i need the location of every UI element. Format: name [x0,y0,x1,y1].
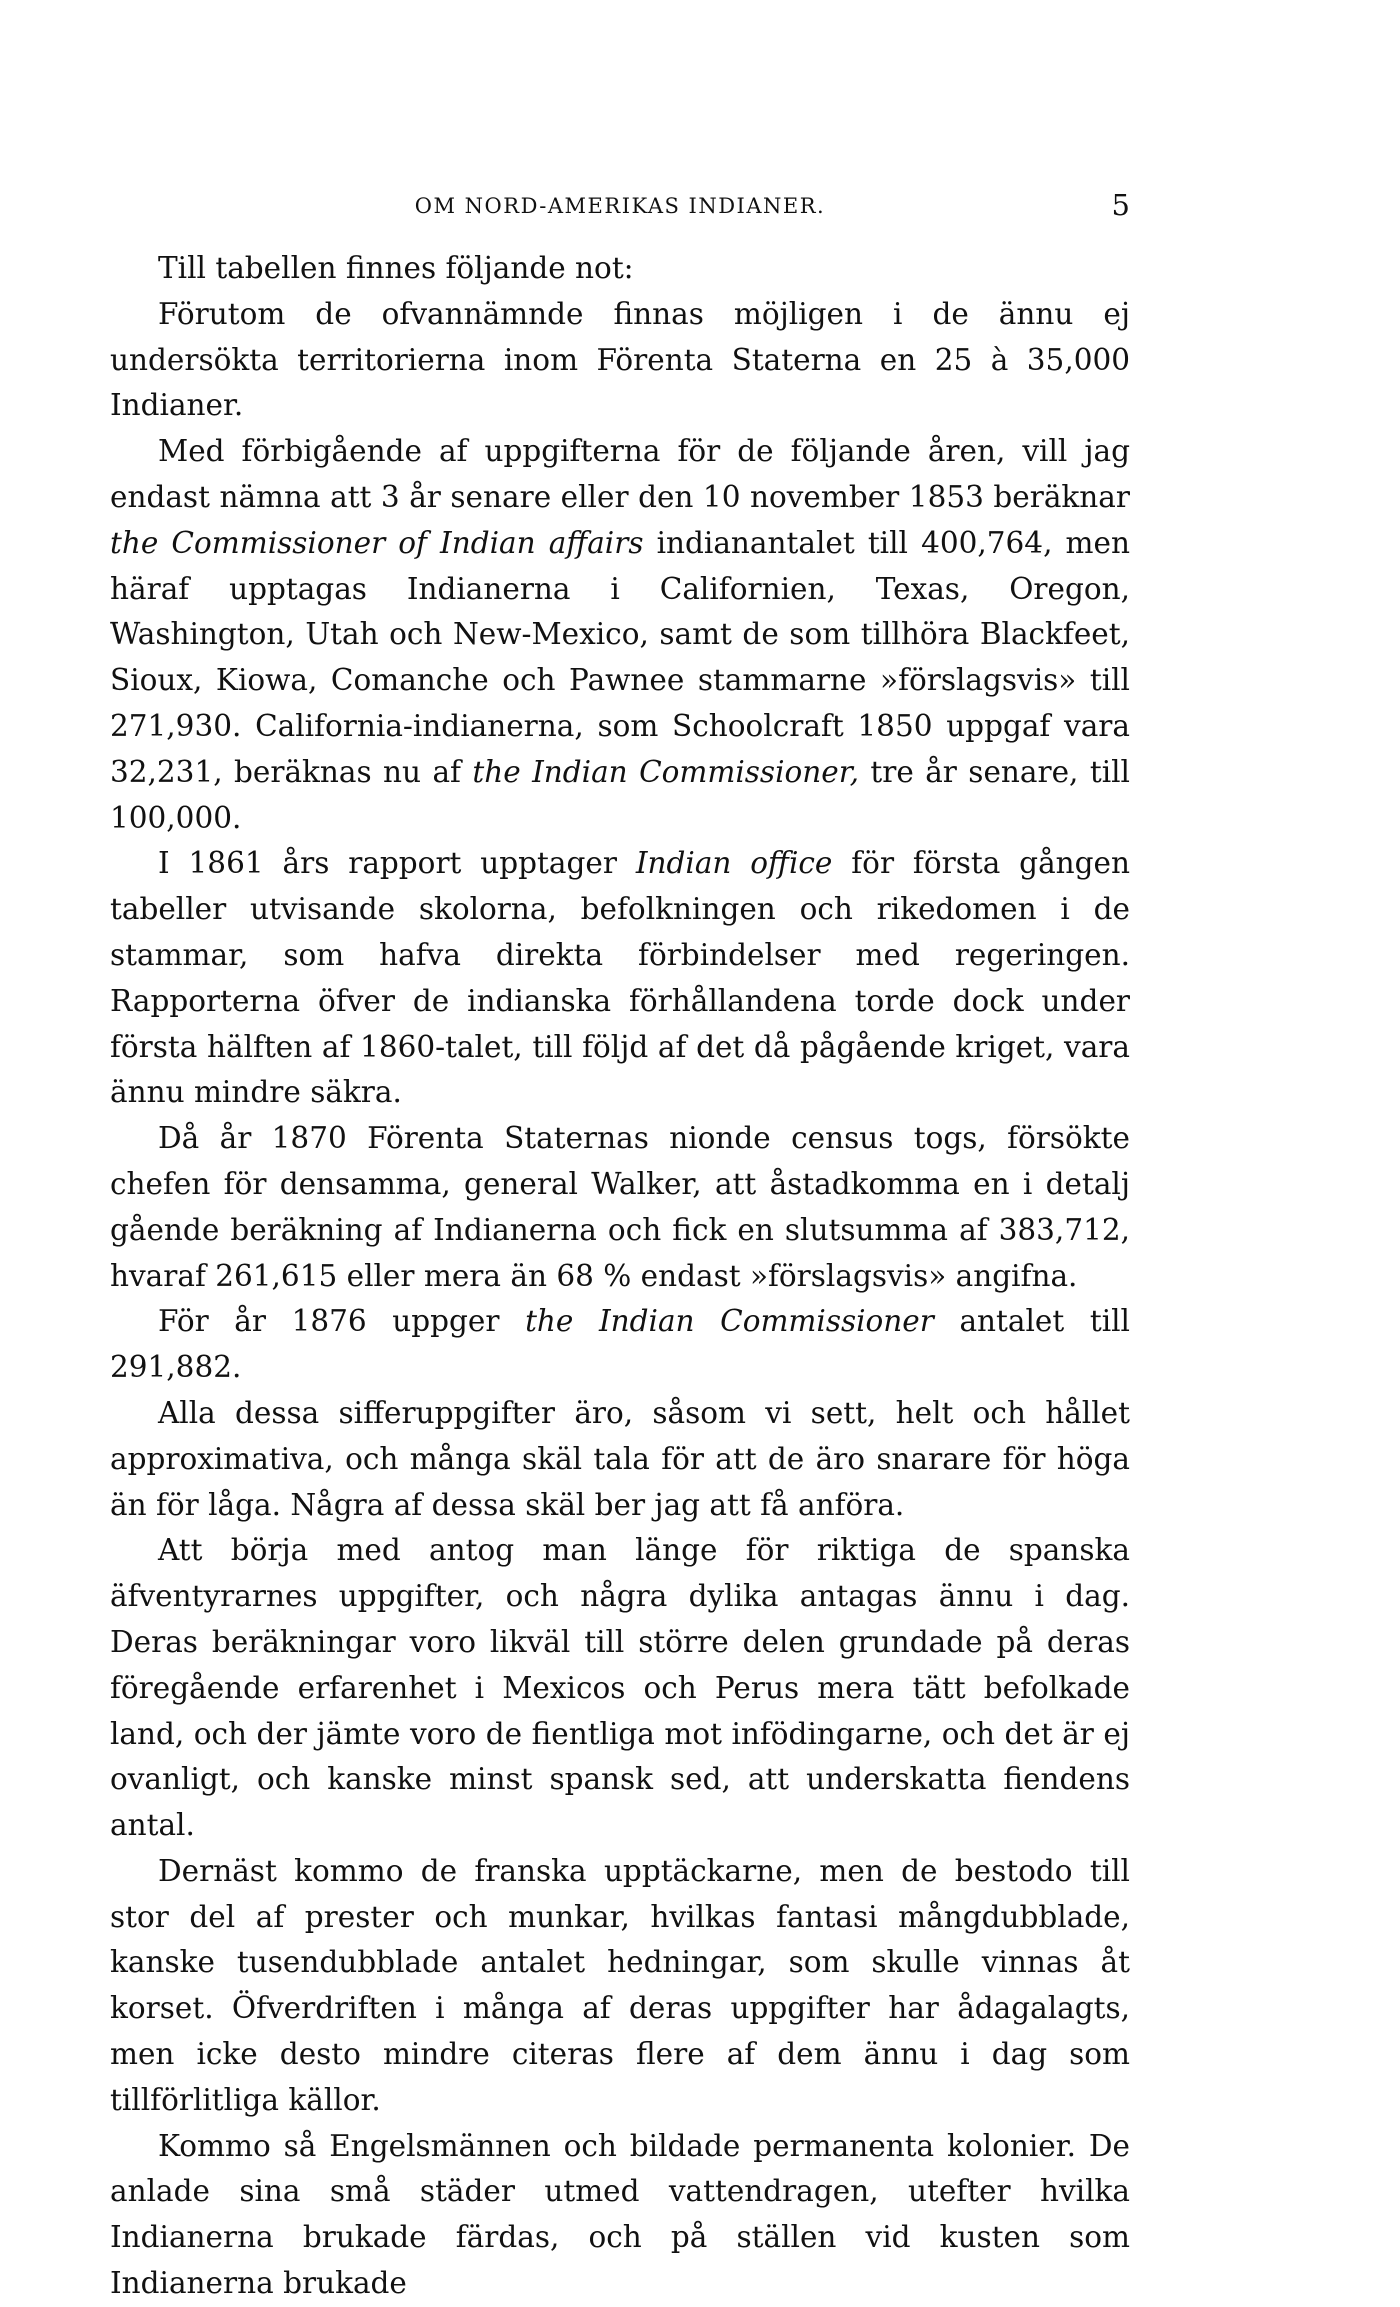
paragraph [110,2124,1130,2307]
text-run: Alla dessa sifferuppgifter äro, såsom vi sett, helt och hållet approximativa, och många skäl tala för att de äro snarare för höga än för låga. Några af dessa skäl ber jag att få anföra. [110,1395,1130,1522]
text-run: antalet till 291,882. [110,1304,1130,1385]
italic-text: Indian office [635,846,833,881]
text-run: Kommo så Engelsmännen och bildade permanenta kolonier. De anlade sina små städer utmed vattendragen, utefter hvilka Indianerna brukade färdas, och på ställen vid kusten som Indianerna brukade [110,2128,1130,2301]
paragraph [110,1299,1130,1391]
text-run: Förutom de ofvannämnde finnas möjligen i de ännu ej undersökta territorierna inom Förenta Staterna en 25 à 35,000 Indianer. [110,296,1130,423]
text-run: Med förbigående af uppgifterna för de följande åren, vill jag endast nämna att 3 år senare eller den 10 november 1853 beräknar [110,434,1130,514]
paragraph [110,1116,1130,1299]
italic-text: the Indian Commissioner, [472,754,859,789]
running-head: OM NORD-AMERIKAS INDIANER. [414,194,826,218]
text-run: Dernäst kommo de franska upptäckarne, men de bestodo till stor del af prester och munkar, hvilkas fantasi mångdubblade, kanske tusendubblade antalet hedningar, som skulle vinnas åt korset. Öfverdriften i många af deras uppgifter har ådagalagts, men icke desto mindre citeras flere af dem ännu i dag som tillförlitliga källor. [110,1853,1130,2117]
text-run: för första gången tabeller utvisande skolorna, befolkningen och rikedomen i de stammar, som hafva direkta förbindelser med regeringen. Rapporterna öfver de indianska förhållandena torde dock under första hälften af 1860-talet, till följd af det då pågående kriget, vara ännu mindre säkra. [110,846,1130,1110]
paragraph [110,1528,1130,1849]
italic-text: the Commissioner of Indian affairs [110,525,644,560]
text-run: Då år 1870 Förenta Staternas nionde census togs, försökte chefen för densamma, general Walker, att åstadkomma en i detalj gående beräkning af Indianerna och fick en slutsumma af 383,712, hvaraf 261,615 eller mera än 68 % endast »förslagsvis» angifna. [110,1121,1130,1293]
text-run: Till tabellen finnes följande not: [158,251,634,285]
text-run: tre år senare, till 100,000. [110,754,1130,835]
text-run: I 1861 års rapport upptager [158,846,636,881]
text-run: Att börja med antog man länge för riktiga de spanska äfventyrarnes uppgifter, och några dylika antagas ännu i dag. Deras beräkningar voro likväl till större delen grundade på deras föregående erfarenhet i Mexicos och Perus mera tätt befolkade land, och der jämte voro de fientliga mot infödingarne, och det är ej ovanligt, och kanske minst spansk sed, att underskatta fiendens antal. [110,1533,1130,1843]
italic-text: the Indian Commissioner [525,1304,934,1339]
paragraph [110,1849,1130,2124]
paragraph [110,292,1130,429]
page-header [110,188,1130,224]
page-number: 5 [1111,188,1130,222]
paragraph [110,429,1130,841]
paragraph [110,841,1130,1116]
paragraph [110,1391,1130,1528]
text-run: För år 1876 uppger [158,1304,526,1339]
body-text [110,246,1130,2307]
text-run: indianantalet till 400,764, men häraf upptagas Indianerna i Californien, Texas, Oregon, Washington, Utah och New-Mexico, samt de som tillhöra Blackfeet, Sioux, Kiowa, Comanche och Pawnee stammarne »förslagsvis» till 271,930. California-indianerna, som Schoolcraft 1850 uppgaf vara 32,231, beräknas nu af [110,525,1130,789]
paragraph [110,246,1130,292]
